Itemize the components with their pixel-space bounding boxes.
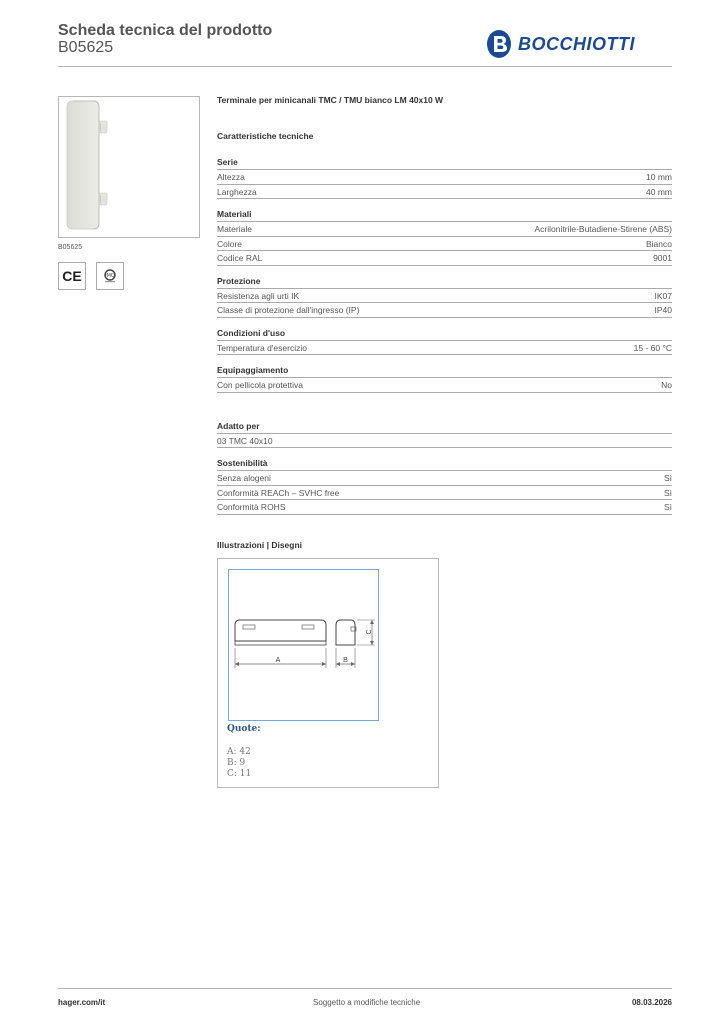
svg-text:C: C [366, 629, 373, 635]
spec-label: Colore [217, 238, 243, 249]
spec-materiali-group [217, 209, 672, 266]
imq-icon [102, 268, 118, 284]
spec-sheet [217, 95, 672, 523]
spec-label: Resistenza agli urti IK [217, 290, 300, 301]
spec-label: Altezza [217, 172, 245, 182]
brand-logo-icon [486, 29, 512, 59]
quote-b: B: 9 [227, 758, 246, 768]
spec-row [217, 434, 672, 449]
spec-label: Codice RAL [217, 253, 263, 263]
spec-value: Sì [663, 473, 672, 483]
product-image-caption: B05625 [58, 244, 83, 251]
page-title: Scheda tecnica del prodotto [58, 22, 273, 39]
footer-note: Soggetto a modifiche tecniche [313, 998, 421, 1007]
spec-row [217, 471, 672, 486]
header-divider [58, 66, 672, 67]
brand-name: BOCCHIOTTI [518, 33, 635, 54]
product-image [58, 96, 200, 238]
illustrations-heading: Illustrazioni | Disegni [217, 540, 303, 550]
product-code: B05625 [58, 39, 114, 56]
quote-a: A: 42 [227, 747, 251, 757]
spec-label: Materiale [217, 224, 252, 234]
spec-label: Temperatura d'esercizio [217, 342, 307, 353]
spec-value: Acrilonitrile-Butadiene-Stirene (ABS) [534, 224, 672, 234]
spec-label: 03 TMC 40x10 [217, 435, 273, 446]
ce-mark: CE [58, 262, 86, 290]
spec-row [217, 303, 672, 318]
footer-website[interactable]: hager.com/it [58, 998, 106, 1007]
dimension-drawing-frame [217, 558, 439, 788]
spec-condizioni-d-uso-heading: Condizioni d'uso [217, 328, 672, 341]
spec-label: Larghezza [217, 186, 257, 197]
svg-text:B: B [343, 657, 348, 664]
suitable-for-group [217, 421, 672, 449]
spec-value: 40 mm [646, 186, 672, 197]
tech-specs-heading: Caratteristiche tecniche [217, 131, 314, 141]
sustainability-group [217, 458, 672, 515]
spec-row [217, 185, 672, 200]
spec-serie-heading: Serie [217, 157, 672, 170]
quotes-label: Quote: [227, 724, 261, 734]
footer-divider [58, 988, 672, 989]
brand-logo [486, 28, 635, 60]
dimension-drawing [228, 569, 379, 721]
product-name: Terminale per minicanali TMC / TMU bianco LM 40x10 W [217, 95, 444, 105]
sustainability-heading: Sostenibilità [217, 458, 672, 471]
spec-value: IK07 [654, 290, 672, 301]
quotes-list [227, 747, 251, 780]
spec-row [217, 170, 672, 185]
spec-label: Con pellicola protettiva [217, 380, 303, 390]
spec-row [217, 222, 672, 237]
spec-protezione-group [217, 276, 672, 318]
spec-value: IP40 [654, 305, 672, 315]
imq-mark [96, 262, 124, 290]
quote-c: C: 11 [227, 769, 252, 779]
spec-row [217, 486, 672, 501]
spec-equipaggiamento-group [217, 365, 672, 393]
spec-value: 9001 [653, 253, 672, 263]
spec-value: 15 - 60 °C [633, 342, 672, 353]
spec-materiali-heading: Materiali [217, 209, 672, 222]
spec-protezione-heading: Protezione [217, 276, 672, 289]
spec-label: Conformità REACh – SVHC free [217, 487, 340, 498]
spec-value: Bianco [646, 238, 672, 249]
spec-label: Conformità ROHS [217, 502, 286, 512]
spec-row [217, 341, 672, 356]
svg-text:A: A [275, 657, 281, 664]
footer-date: 08.03.2026 [631, 998, 672, 1007]
spec-label: Classe di protezione dall'ingresso (IP) [217, 305, 360, 315]
spec-row [217, 378, 672, 393]
spec-condizioni-d-uso-group [217, 328, 672, 356]
spec-row [217, 500, 672, 515]
spec-label: Senza alogeni [217, 473, 271, 483]
suitable-for-heading: Adatto per [217, 421, 672, 434]
spec-serie-group [217, 157, 672, 199]
spec-value: No [661, 380, 672, 390]
spec-row [217, 251, 672, 266]
spec-row [217, 237, 672, 252]
spec-equipaggiamento-heading: Equipaggiamento [217, 365, 672, 378]
spec-value: 10 mm [646, 172, 672, 182]
spec-value: Sì [663, 502, 672, 512]
spec-row [217, 289, 672, 304]
svg-text:IMQ: IMQ [105, 273, 115, 279]
spec-value: Sì [663, 487, 672, 498]
